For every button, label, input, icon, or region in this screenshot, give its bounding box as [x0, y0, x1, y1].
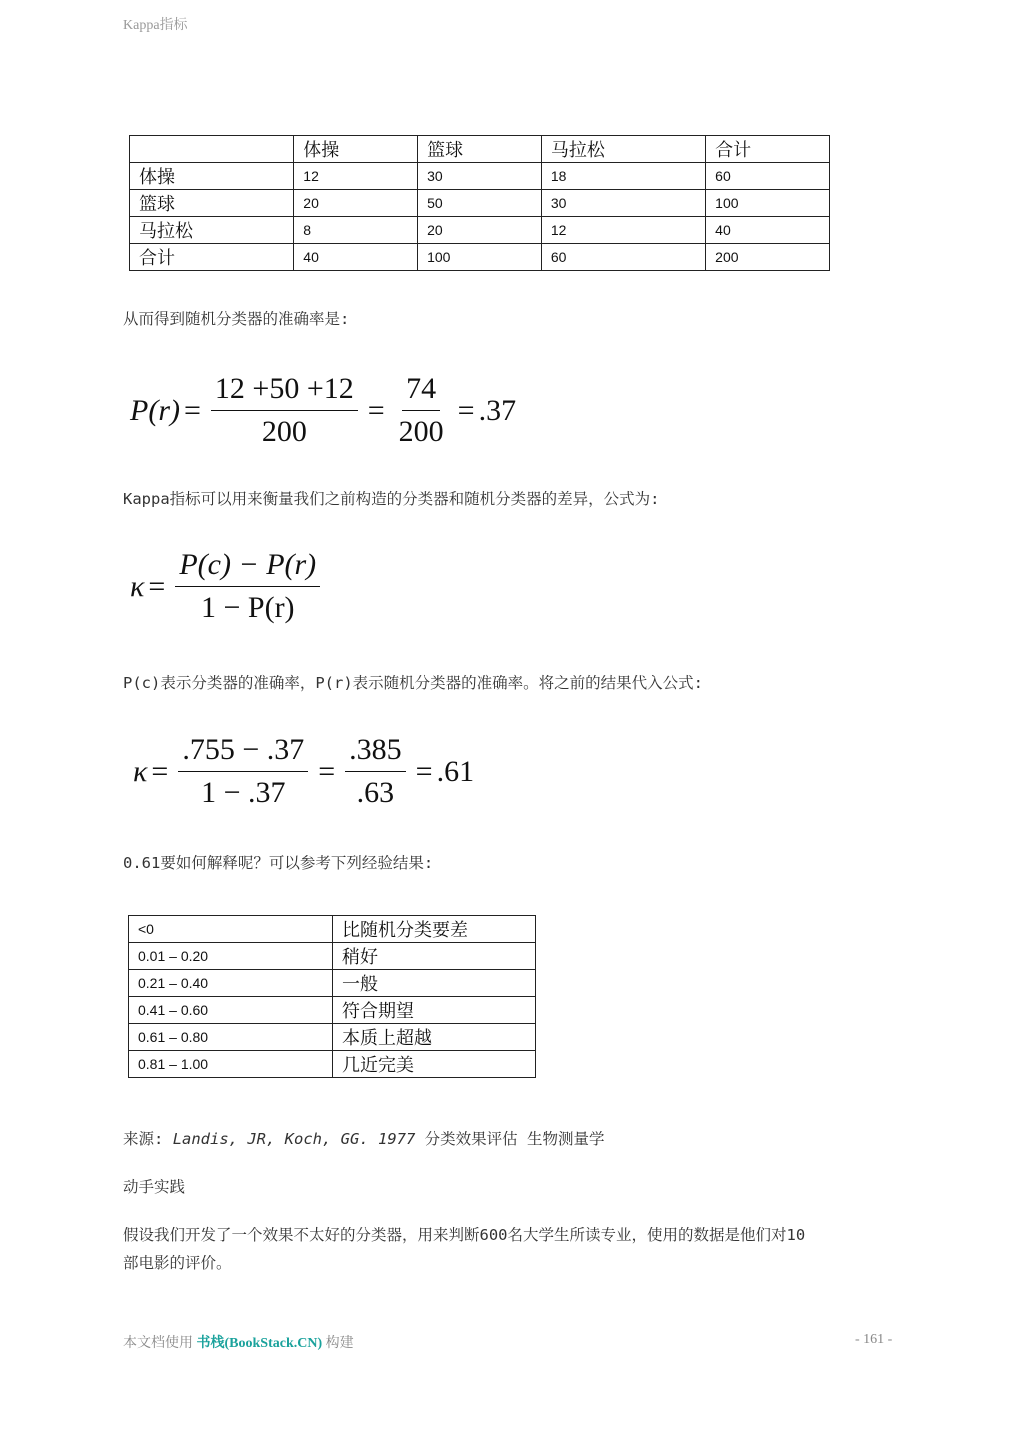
- fraction: [211, 372, 358, 449]
- range-cell: 0.81 – 1.00: [129, 1051, 333, 1078]
- formula-lhs: κ: [133, 754, 148, 788]
- numerator: P(c) − P(r): [175, 548, 320, 587]
- table-row: [130, 163, 830, 190]
- meaning-cell: 符合期望: [333, 997, 536, 1024]
- formula-result: .61: [436, 754, 475, 788]
- range-cell: 0.61 – 0.80: [129, 1024, 333, 1051]
- table-row: [130, 244, 830, 271]
- formula-lhs: P(r): [130, 393, 180, 427]
- equals-sign: =: [148, 569, 166, 603]
- table-row: [130, 190, 830, 217]
- footer-credit: [123, 1332, 354, 1352]
- kappa-interpretation-table: [128, 915, 536, 1078]
- table-cell: [130, 136, 294, 163]
- footer-suffix: 构建: [325, 1336, 354, 1351]
- formula-lhs: κ: [130, 569, 145, 603]
- row-label: 体操: [130, 163, 294, 190]
- fraction: [178, 733, 308, 810]
- row-label: 合计: [130, 244, 294, 271]
- row-label: 马拉松: [130, 217, 294, 244]
- paragraph-practice-line1: 假设我们开发了一个效果不太好的分类器，用来判断600名大学生所读专业，使用的数据是他们对10: [123, 1226, 806, 1244]
- range-cell: 0.21 – 0.40: [129, 970, 333, 997]
- table-row: [129, 997, 536, 1024]
- table-header-cell: 篮球: [418, 136, 542, 163]
- table-cell: 20: [418, 217, 542, 244]
- table-row: [129, 1051, 536, 1078]
- formula-kappa-result: [133, 733, 474, 810]
- table-cell: 30: [541, 190, 705, 217]
- meaning-cell: 一般: [333, 970, 536, 997]
- table-row: [129, 943, 536, 970]
- denominator: 1 − .37: [201, 776, 286, 809]
- table-cell: 60: [706, 163, 830, 190]
- table-cell: 60: [541, 244, 705, 271]
- table-header-cell: 体操: [294, 136, 418, 163]
- equals-sign: =: [151, 754, 169, 788]
- table-cell: 100: [418, 244, 542, 271]
- table-cell: 100: [706, 190, 830, 217]
- meaning-cell: 稍好: [333, 943, 536, 970]
- table-header-cell: 马拉松: [541, 136, 705, 163]
- equals-sign: =: [318, 754, 336, 788]
- denominator: .63: [356, 776, 395, 809]
- denominator: 200: [398, 415, 444, 448]
- row-label: 篮球: [130, 190, 294, 217]
- page-number: - 161 -: [855, 1332, 893, 1347]
- table-cell: 40: [706, 217, 830, 244]
- table-row: [130, 217, 830, 244]
- range-cell: 0.41 – 0.60: [129, 997, 333, 1024]
- table-row: [129, 1024, 536, 1051]
- source-label: 来源:: [123, 1130, 164, 1148]
- equals-sign: =: [367, 393, 385, 427]
- confusion-table: [129, 135, 830, 271]
- bookstack-link[interactable]: 书栈(BookStack.CN): [196, 1336, 323, 1351]
- table-cell: 20: [294, 190, 418, 217]
- equals-sign: =: [183, 393, 201, 427]
- denominator: 1 − P(r): [200, 591, 295, 624]
- paragraph-kappa-intro: Kappa指标可以用来衡量我们之前构造的分类器和随机分类器的差异，公式为:: [123, 490, 660, 508]
- table-header-cell: 合计: [706, 136, 830, 163]
- table-cell: 40: [294, 244, 418, 271]
- table-cell: 8: [294, 217, 418, 244]
- table-cell: 30: [418, 163, 542, 190]
- table-cell: 12: [294, 163, 418, 190]
- source-title: 分类效果评估 生物测量学: [424, 1130, 605, 1148]
- numerator: 74: [402, 372, 440, 411]
- numerator: 12 +50 +12: [211, 372, 358, 411]
- meaning-cell: 本质上超越: [333, 1024, 536, 1051]
- numerator: .385: [345, 733, 406, 772]
- source-authors: Landis, JR, Koch, GG. 1977: [172, 1130, 416, 1148]
- header-title: Kappa指标: [123, 18, 188, 33]
- table-cell: 50: [418, 190, 542, 217]
- paragraph-practice-line2: 部电影的评价。: [123, 1254, 232, 1272]
- table-row: [129, 970, 536, 997]
- source-citation: [123, 1127, 605, 1149]
- denominator: 200: [261, 415, 307, 448]
- range-cell: 0.01 – 0.20: [129, 943, 333, 970]
- table-cell: 12: [541, 217, 705, 244]
- fraction: [395, 372, 448, 449]
- paragraph-substitution: P(c)表示分类器的准确率，P(r)表示随机分类器的准确率。将之前的结果代入公式:: [123, 674, 703, 692]
- equals-sign: =: [457, 393, 475, 427]
- paragraph-interpretation: 0.61要如何解释呢？可以参考下列经验结果:: [123, 854, 434, 872]
- table-cell: 18: [541, 163, 705, 190]
- formula-result: .37: [478, 393, 517, 427]
- table-row: [129, 916, 536, 943]
- section-heading: 动手实践: [123, 1178, 186, 1196]
- numerator: .755 − .37: [178, 733, 308, 772]
- table-cell: 200: [706, 244, 830, 271]
- formula-random-accuracy: [130, 372, 516, 449]
- range-cell: <0: [129, 916, 333, 943]
- fraction: [345, 733, 406, 810]
- paragraph-random-accuracy: 从而得到随机分类器的准确率是:: [123, 310, 350, 328]
- table-row: [130, 136, 830, 163]
- footer-prefix: 本文档使用: [123, 1336, 193, 1351]
- fraction: [175, 548, 320, 625]
- meaning-cell: 几近完美: [333, 1051, 536, 1078]
- meaning-cell: 比随机分类要差: [333, 916, 536, 943]
- equals-sign: =: [415, 754, 433, 788]
- formula-kappa: [130, 548, 326, 625]
